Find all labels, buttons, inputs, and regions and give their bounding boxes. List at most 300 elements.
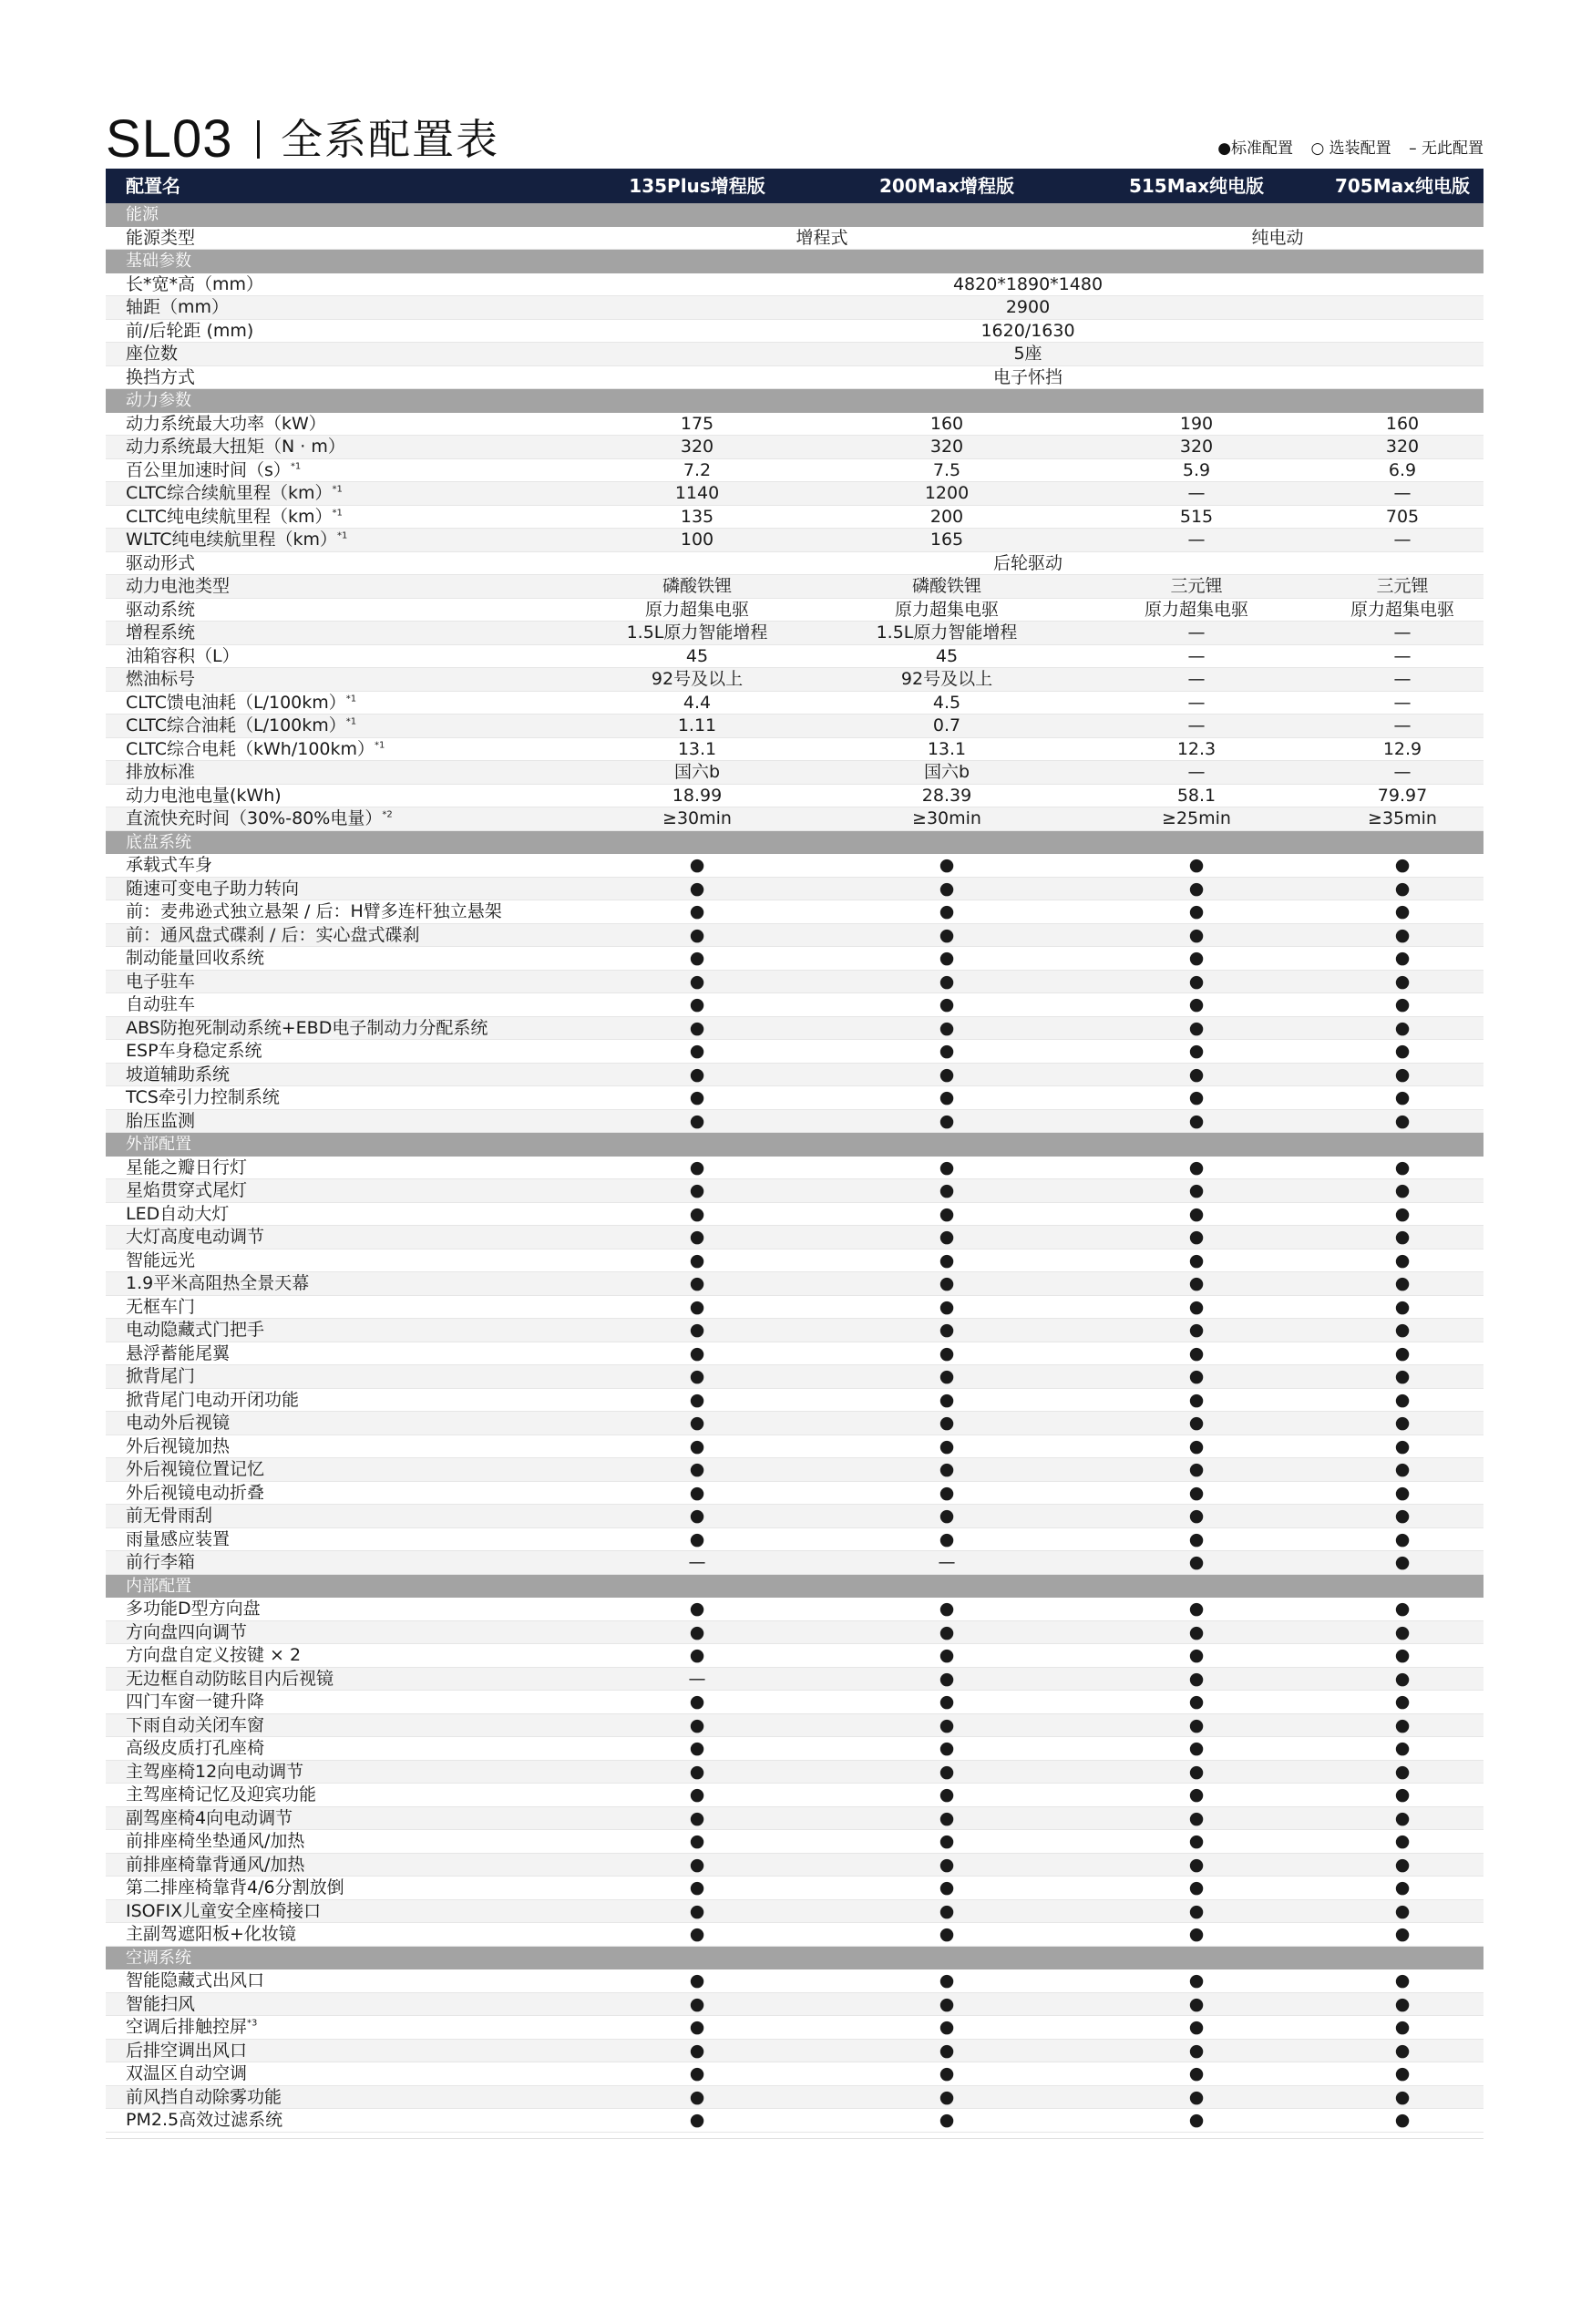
row-value: —: [688, 1668, 706, 1689]
row-value: ●: [939, 878, 955, 899]
row-value: ●: [1394, 1506, 1411, 1526]
row-name-text: 主驾座椅12向电动调节: [126, 1761, 304, 1782]
row-value: ●: [1188, 1552, 1205, 1572]
row-value: 1200: [924, 483, 970, 503]
row-value: ●: [939, 2040, 955, 2061]
row-name-text: 外后视镜电动折叠: [126, 1482, 265, 1503]
row-value: ●: [1394, 1807, 1411, 1828]
row-value: ●: [939, 1180, 955, 1200]
row-value: ●: [1394, 1180, 1411, 1200]
row-value: ●: [939, 1342, 955, 1363]
row-value: ●: [939, 924, 955, 945]
table-row: [106, 1342, 1483, 1366]
header-col-3: 515Max纯电版: [1128, 175, 1265, 197]
row-value: ●: [689, 1296, 705, 1317]
row-name: [126, 1342, 230, 1366]
row-value: ●: [1394, 1993, 1411, 2014]
row-value: 12.9: [1382, 738, 1422, 759]
row-value: —: [1187, 530, 1206, 550]
row-name: [126, 1319, 264, 1342]
row-name-text: ABS防抱死制动系统+EBD电子制动力分配系统: [126, 1017, 488, 1038]
section-header: [106, 1575, 1483, 1599]
row-name-text: 前排座椅坐垫通风/加热: [126, 1831, 305, 1851]
row-name: [126, 366, 195, 390]
row-name-text: 座位数: [126, 344, 179, 364]
row-name: [126, 622, 195, 645]
row-value: 磷酸铁锂: [662, 576, 732, 596]
table-header: [106, 169, 1483, 203]
row-name: [126, 2109, 282, 2133]
row-name-text: 副驾座椅4向电动调节: [126, 1807, 293, 1828]
row-value: ●: [689, 1110, 705, 1131]
row-value: ●: [1188, 1087, 1205, 1107]
section-title: 内部配置: [126, 1576, 191, 1596]
row-value: 18.99: [672, 785, 723, 806]
row-name-text: 随速可变电子助力转向: [126, 878, 300, 899]
row-value: ●: [1188, 924, 1205, 945]
table-row: [106, 1319, 1483, 1342]
row-value: ≥25min: [1162, 808, 1231, 828]
row-value: ●: [689, 1203, 705, 1224]
row-value: ●: [689, 1041, 705, 1061]
row-value: —: [1187, 762, 1206, 782]
section-title: 动力参数: [126, 391, 191, 410]
row-name: [126, 993, 195, 1017]
row-name-text: LED自动大灯: [126, 1203, 230, 1224]
table-row: [106, 1923, 1483, 1947]
row-value: ●: [689, 901, 705, 921]
row-name: [126, 575, 230, 599]
row-name-text: 方向盘自定义按键 × 2: [126, 1645, 302, 1665]
section-header: [106, 1133, 1483, 1157]
row-value: ●: [1394, 1249, 1411, 1270]
row-value: 4.5: [932, 692, 961, 713]
row-value-merged: 纯电动: [1251, 227, 1304, 248]
row-value: ●: [1394, 1924, 1411, 1944]
row-value: ●: [939, 1482, 955, 1503]
row-name-text: 承载式车身: [126, 855, 213, 875]
row-name-text: 无边框自动防眩目内后视镜: [126, 1668, 334, 1689]
row-value: —: [1187, 692, 1206, 713]
row-name: [126, 761, 195, 785]
row-name-text: 高级皮质打孔座椅: [126, 1738, 265, 1758]
row-name: [126, 1064, 230, 1087]
row-name-text: WLTC纯电续航里程（km）: [126, 530, 338, 550]
table-row: [106, 1458, 1483, 1482]
row-value: —: [1393, 622, 1412, 643]
row-name-text: 前：通风盘式碟刹 / 后：实心盘式碟刹: [126, 924, 420, 945]
row-name-text: 电子驻车: [126, 971, 196, 992]
row-value: ●: [939, 994, 955, 1014]
section-header: [106, 203, 1483, 227]
row-value: ●: [1188, 1366, 1205, 1386]
row-value: ●: [1188, 1506, 1205, 1526]
row-value: ●: [1394, 948, 1411, 968]
row-value: ●: [1188, 1110, 1205, 1131]
row-value: ●: [1394, 1738, 1411, 1758]
row-name-text: CLTC馈电油耗（L/100km）: [126, 692, 346, 713]
row-value: ●: [1394, 2086, 1411, 2107]
row-value: ●: [1188, 1320, 1205, 1340]
row-name-text: 掀背尾门: [126, 1366, 196, 1386]
row-value: ●: [939, 1413, 955, 1433]
table-row: [106, 2086, 1483, 2110]
table-row: [106, 506, 1483, 530]
row-name: [126, 2040, 247, 2063]
row-name-text: 前排座椅靠背通风/加热: [126, 1854, 305, 1875]
row-name: [126, 2062, 247, 2086]
row-name: [126, 1969, 264, 1993]
row-value: ●: [939, 1831, 955, 1851]
row-name: [126, 1272, 309, 1296]
row-name: [126, 1412, 230, 1435]
table-row: [106, 668, 1483, 692]
row-value: ●: [939, 1854, 955, 1875]
table-row: [106, 482, 1483, 506]
row-value: 58.1: [1176, 785, 1217, 806]
row-value-merged: 后轮驱动: [992, 552, 1063, 573]
row-name: [126, 1296, 195, 1320]
section-header: [106, 250, 1483, 273]
row-value: ●: [939, 1621, 955, 1642]
row-value: 5.9: [1182, 459, 1211, 480]
row-value: ●: [1188, 1273, 1205, 1293]
table-row: [106, 854, 1483, 878]
row-name: [126, 1854, 304, 1877]
row-value: 28.39: [921, 785, 972, 806]
row-value: ●: [1188, 1064, 1205, 1085]
row-value: ●: [689, 1482, 705, 1503]
row-name-text: 直流快充时间（30%-80%电量）: [126, 808, 383, 828]
table-row: [106, 1296, 1483, 1320]
row-value: 0.7: [932, 715, 961, 735]
footnote-marker: *1: [337, 530, 348, 541]
row-name: [126, 900, 502, 924]
row-name-text: 空调后排触控屏: [126, 2017, 248, 2037]
row-value: ●: [1188, 1970, 1205, 1990]
row-value: ●: [1394, 855, 1411, 875]
row-value: 79.97: [1377, 785, 1428, 806]
table-row: [106, 1505, 1483, 1528]
row-value: ●: [1188, 1342, 1205, 1363]
row-name-text: 四门车窗一键升降: [126, 1692, 265, 1712]
row-name: [126, 1389, 299, 1413]
row-name-text: 胎压监测: [126, 1110, 196, 1131]
row-value: ●: [1188, 901, 1205, 921]
row-value: 7.2: [683, 459, 712, 480]
row-name: [126, 482, 343, 506]
row-value: ●: [1188, 878, 1205, 899]
section-title: 底盘系统: [126, 832, 191, 852]
row-value: ●: [689, 1273, 705, 1293]
row-value: ●: [689, 1692, 705, 1712]
row-value: ●: [1394, 1552, 1411, 1572]
row-value: —: [1187, 483, 1206, 503]
row-name-text: 坡道辅助系统: [126, 1064, 231, 1085]
row-value: ●: [689, 2040, 705, 2061]
row-value: ●: [689, 1320, 705, 1340]
row-value: ●: [1188, 1924, 1205, 1944]
row-value: ●: [1188, 2017, 1205, 2037]
table-row: [106, 1830, 1483, 1854]
row-value: ●: [939, 1807, 955, 1828]
row-value: ●: [939, 971, 955, 992]
row-value: ●: [939, 2017, 955, 2037]
table-row: [106, 413, 1483, 437]
row-name: [126, 645, 240, 669]
row-value: ●: [1394, 924, 1411, 945]
row-name-text: 排放标准: [126, 762, 196, 782]
table-row: [106, 599, 1483, 622]
row-value: ●: [689, 1064, 705, 1085]
row-name-text: 驱动形式: [126, 552, 196, 573]
row-value: 原力超集电驱: [894, 599, 999, 620]
title-divider: [257, 120, 260, 159]
row-value: ●: [1394, 1854, 1411, 1875]
row-name: [126, 807, 393, 831]
row-value: ●: [1188, 948, 1205, 968]
row-value: ●: [1188, 855, 1205, 875]
row-value: 三元锂: [1170, 576, 1223, 596]
row-value: ●: [1188, 1203, 1205, 1224]
row-value: 45: [685, 645, 709, 666]
row-name: [126, 1923, 296, 1947]
row-value: ●: [939, 1714, 955, 1735]
row-value: ●: [689, 1784, 705, 1805]
row-name-text: 外后视镜加热: [126, 1435, 231, 1456]
row-value: ●: [1394, 1900, 1411, 1921]
row-name: [126, 785, 282, 808]
row-value: ●: [1188, 1227, 1205, 1247]
row-name-text: 自动驻车: [126, 994, 196, 1014]
row-value: ●: [1394, 1157, 1411, 1177]
row-value: ●: [689, 1249, 705, 1270]
row-value: —: [1187, 669, 1206, 689]
row-value: ●: [689, 1738, 705, 1758]
row-name: [126, 738, 385, 762]
row-name-text: 能源类型: [126, 227, 196, 248]
footnote-marker: *1: [332, 508, 343, 519]
row-value: ●: [1394, 2040, 1411, 2061]
row-name: [126, 320, 253, 344]
row-value-merged: 增程式: [796, 227, 848, 248]
row-value: ●: [1394, 1342, 1411, 1363]
row-name-text: TCS牵引力控制系统: [126, 1087, 280, 1107]
row-value: ●: [939, 1389, 955, 1410]
row-value: ●: [689, 1180, 705, 1200]
row-value: ●: [689, 1528, 705, 1549]
row-name-text: PM2.5高效过滤系统: [126, 2110, 283, 2130]
row-value: ●: [939, 1877, 955, 1897]
row-value: ●: [1394, 1227, 1411, 1247]
row-value: ●: [1188, 1831, 1205, 1851]
row-name: [126, 529, 347, 552]
row-value: ●: [689, 1645, 705, 1665]
row-name-text: 双温区自动空调: [126, 2063, 248, 2083]
row-name-text: 下雨自动关闭车窗: [126, 1714, 265, 1735]
row-name: [126, 715, 356, 738]
table-row: [106, 1203, 1483, 1227]
row-name: [126, 1668, 334, 1692]
table-row: [106, 1017, 1483, 1041]
row-value: 1.11: [677, 715, 717, 735]
table-row: [106, 1737, 1483, 1761]
row-value: ●: [939, 1064, 955, 1085]
row-value: ●: [1188, 1435, 1205, 1456]
row-value: ≥35min: [1368, 808, 1437, 828]
row-value: 1140: [674, 483, 720, 503]
table-row: [106, 622, 1483, 645]
row-name-text: 百公里加速时间（s）: [126, 459, 291, 480]
row-name-text: 方向盘四向调节: [126, 1621, 248, 1642]
table-row: [106, 1412, 1483, 1435]
row-value: ●: [1394, 1366, 1411, 1386]
table-row: [106, 2062, 1483, 2086]
row-name: [126, 668, 195, 692]
row-value-merged: 5座: [1013, 344, 1042, 364]
table-row: [106, 1807, 1483, 1831]
row-value: ●: [939, 1366, 955, 1386]
row-value: ●: [689, 1017, 705, 1038]
row-name: [126, 2086, 282, 2110]
table-row: [106, 273, 1483, 297]
row-value: ●: [1394, 1435, 1411, 1456]
row-value: 国六b: [673, 762, 721, 782]
table-row: [106, 1272, 1483, 1296]
table-row: [106, 1110, 1483, 1134]
row-value: ●: [939, 1203, 955, 1224]
table-row: [106, 645, 1483, 669]
row-name-text: 换挡方式: [126, 366, 196, 387]
row-value: ●: [939, 1459, 955, 1479]
row-value: ●: [1188, 971, 1205, 992]
row-value: ●: [939, 1157, 955, 1177]
row-value: ●: [689, 1342, 705, 1363]
row-value: ●: [689, 1506, 705, 1526]
row-value: ●: [1394, 1528, 1411, 1549]
row-name: [126, 878, 299, 901]
row-name: [126, 1691, 264, 1714]
row-value: ●: [939, 2110, 955, 2130]
table-row: [106, 1249, 1483, 1273]
row-value: ●: [939, 901, 955, 921]
row-value: ●: [689, 971, 705, 992]
row-value: ●: [1394, 1087, 1411, 1107]
row-name-text: 后排空调出风口: [126, 2040, 248, 2061]
row-value: ●: [939, 855, 955, 875]
table-row: [106, 785, 1483, 808]
row-name-text: 前/后轮距 (mm): [126, 320, 254, 341]
row-value: —: [938, 1552, 956, 1572]
table-row: [106, 1179, 1483, 1203]
row-name-text: CLTC纯电续航里程（km）: [126, 506, 333, 527]
row-value: 320: [680, 437, 714, 457]
row-value: ●: [939, 1506, 955, 1526]
row-value: —: [1393, 483, 1412, 503]
row-value: ●: [689, 1459, 705, 1479]
row-name-text: 驱动系统: [126, 599, 196, 620]
row-value: ●: [1394, 1668, 1411, 1689]
table-row: [106, 971, 1483, 994]
row-value: ●: [689, 1413, 705, 1433]
row-value: ●: [939, 1738, 955, 1758]
footnote-marker: *1: [375, 740, 385, 751]
row-value: ●: [689, 1435, 705, 1456]
row-name: [126, 1644, 301, 1668]
section-title: 外部配置: [126, 1135, 191, 1154]
row-value: ●: [689, 878, 705, 899]
table-row: [106, 296, 1483, 320]
row-value: 13.1: [677, 738, 717, 759]
row-name-text: 主驾座椅记忆及迎宾功能: [126, 1784, 317, 1805]
row-name-text: 大灯高度电动调节: [126, 1227, 265, 1247]
row-value: ●: [1188, 1807, 1205, 1828]
table-row: [106, 320, 1483, 344]
row-value: ●: [1188, 1900, 1205, 1921]
footnote-marker: *3: [247, 2018, 258, 2029]
row-value: ●: [1188, 1645, 1205, 1665]
row-name: [126, 1179, 247, 1203]
row-value: ●: [1188, 2110, 1205, 2130]
header-name-label: 配置名: [126, 175, 180, 197]
row-name: [126, 1482, 264, 1506]
row-name-text: 无框车门: [126, 1296, 196, 1317]
row-name: [126, 1435, 230, 1459]
row-value-merged: 2900: [1005, 297, 1051, 317]
row-name: [126, 1807, 293, 1831]
row-value: ●: [689, 2110, 705, 2130]
row-value: ●: [689, 1807, 705, 1828]
row-value: ●: [1394, 1970, 1411, 1990]
row-value: ●: [939, 1249, 955, 1270]
row-value: ●: [1394, 1877, 1411, 1897]
row-value: ●: [939, 1320, 955, 1340]
row-name: [126, 1017, 488, 1041]
row-name-text: 前风挡自动除雾功能: [126, 2086, 282, 2107]
row-name: [126, 1086, 280, 1110]
row-value: —: [1393, 645, 1412, 666]
row-name: [126, 971, 195, 994]
row-name-text: 动力系统最大扭矩（N · m）: [126, 437, 345, 457]
row-name: [126, 2016, 257, 2040]
row-value: ●: [1188, 1017, 1205, 1038]
table-row: [106, 1621, 1483, 1645]
legend-optional: ○ 选装配置: [1310, 139, 1391, 158]
table-row: [106, 738, 1483, 762]
row-name-text: 智能远光: [126, 1249, 196, 1270]
row-value: ●: [1188, 1249, 1205, 1270]
footnote-marker: *1: [345, 694, 357, 704]
table-row: [106, 1040, 1483, 1064]
row-value: ●: [1394, 1692, 1411, 1712]
page-header: [106, 108, 1483, 171]
row-value: ●: [1188, 1692, 1205, 1712]
row-name: [126, 1249, 195, 1273]
row-value: ●: [939, 1692, 955, 1712]
table-row: [106, 1064, 1483, 1087]
row-value: ●: [1394, 971, 1411, 992]
row-name: [126, 1900, 321, 1924]
legend-standard: ●标准配置: [1217, 139, 1294, 158]
row-value: ●: [1394, 1621, 1411, 1642]
row-value: ●: [689, 1157, 705, 1177]
header-col-4: 705Max纯电版: [1334, 175, 1471, 197]
row-name-text: 轴距（mm）: [126, 297, 230, 317]
row-value: ●: [689, 1389, 705, 1410]
row-value: 12.3: [1176, 738, 1217, 759]
table-row: [106, 343, 1483, 366]
row-value: ●: [689, 1621, 705, 1642]
